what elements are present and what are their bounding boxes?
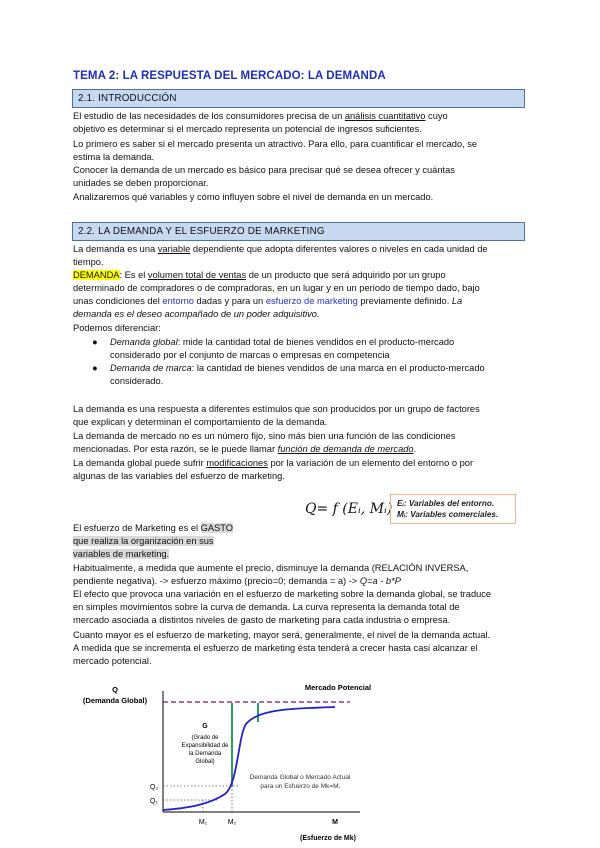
incremento-paragraph [73,642,528,668]
text-run: Lo primero es saber si el mercado presenta un atractivo. Para ello, para cuantificar el mercado, se [73,139,478,149]
demanda-definition [73,269,528,321]
text-run: unidades se deben proporcionar. [73,178,209,188]
gasto-highlight: GASTO [200,523,234,533]
text-run: Conocer la demanda de un mercado es básico para precisar qué se desea ofrecer y cuántas [73,165,455,175]
text-run: El efecto que provoca una variación en el esfuerzo de marketing sobre la demanda global, se traduce [73,589,492,599]
demand-formula: Q= f (Eᵢ, Mᵢ) [305,501,393,517]
text-run: El esfuerzo de Marketing es el [73,523,201,533]
y-axis-label-demanda: (Demanda Global) [82,696,148,705]
text-run: Demanda de marca [110,363,192,373]
intro-paragraph-2 [73,138,528,164]
g-desc-3: la Demanda [188,751,222,757]
text-run: por la variación de un elemento del entorno o por [267,458,474,468]
text-run: Demanda global [110,337,178,347]
curve-label-2: para un Esfuerzo de Mk=Mᵢ [260,783,340,790]
text-run: dadas y para un [193,296,266,306]
text-run: previamente definido. [357,296,452,306]
modificaciones-paragraph [73,457,528,483]
curve-label-1: Demanda Global o Mercado Actual [249,774,351,781]
intro-paragraph-3 [73,164,528,190]
analisis-cuantitativo-term: análisis cuantitativo [344,111,426,121]
entorno-term: entorno [162,296,194,306]
text-run: determinado de compradores o de compradoras, en un lugar y en un periodo de tiempo dado, bajo [73,283,480,293]
text-run: mercado potencial. [73,656,152,666]
g-label: G [202,723,208,730]
text-run: La demanda es una [73,244,158,254]
q2-label: Q₂ [150,784,159,791]
text-run: . [413,444,417,454]
intro-paragraph-1 [73,110,528,136]
text-run: Habitualmente, a medida que aumente el precio, disminuye la demanda (RELACIÓN INVERSA, [73,563,469,573]
text-run: de un producto que será adquirido por un grupo [246,270,446,280]
x-axis-label: (Esfuerzo de Mk) [299,835,357,842]
text-run: La [451,296,463,306]
podemos-diferenciar: Podemos diferenciar: [73,323,161,333]
bullet-demanda-global [110,336,520,362]
demanda-highlight: DEMANDA [73,270,120,280]
esfuerzo-paragraph [73,522,273,561]
text-run: El estudio de las necesidades de los consumidores precisa de un [73,111,345,121]
text-run: en simples movimientos sobre la curva de demanda. La curva representa la demanda total de [73,602,460,612]
text-run: mencionadas. Por esta razón, se le puede llamar [73,444,278,454]
cuanto-mayor-paragraph: Cuanto mayor es el esfuerzo de marketing, mayor será, generalmente, el nivel de la demanda actual. [73,630,491,640]
text-run: A medida que se incrementa el esfuerzo de marketing ésta tenderá a crecer hasta casi alcanzar el [73,643,478,653]
text-run: : la cantidad de bienes vendidos de una marca en el producto-mercado [191,363,485,373]
bullet-demanda-marca [110,362,520,388]
formula-legend [390,494,516,524]
text-run: pendiente negativa). -> esfuerzo máximo (precio=0; demanda = a) -> [73,576,360,586]
text-run: dependiente que adopta diferentes valores o niveles en cada unidad de [190,244,488,254]
funcion-paragraph [73,430,528,456]
text-run: demanda es el deseo acompañado de un poder adquisitivo. [73,309,320,319]
q1-label: Q₁ [150,798,158,805]
text-run: variables de marketing. [73,549,170,559]
funcion-demanda-term: función de demanda de mercado [277,444,414,454]
text-run: considerado. [110,376,164,386]
efecto-paragraph [73,588,528,627]
text-run: que realiza la organización en sus [73,536,214,546]
potential-label: Mercado Potencial [304,683,372,692]
g-desc-1: (Grado de [191,735,219,741]
text-run: La demanda global puede sufrir [73,458,207,468]
text-run: unas condiciones del [73,296,163,306]
esfuerzo-term: esfuerzo de marketing [265,296,358,306]
bullet-dot: ● [92,363,98,373]
bullet-dot: ● [92,337,98,347]
text-run: Q=a - b*P [359,576,401,586]
section-heading-demanda: 2.2. LA DEMANDA Y EL ESFUERZO DE MARKETING [72,222,525,241]
text-run: algunas de las variables del esfuerzo de marketing. [73,471,285,481]
m-label: M [332,819,338,826]
text-run: considerado por el conjunto de marcas o empresas en competencia [110,350,390,360]
text-run: que explican y determinan el comportamiento de la demanda. [73,417,328,427]
text-run: cuyo [425,111,448,121]
m2-label: M₂ [227,819,237,826]
g-desc-4: Global) [195,759,215,765]
variable-term: variable [157,244,191,254]
habitualmente-paragraph [73,562,528,588]
text-run: La demanda es una respuesta a diferentes estímulos que son producidos por un grupo de factores [73,404,480,414]
text-run: mercado asociada a distintos niveles de gasto de marketing para cada industria o empresa. [73,615,451,625]
page-title: TEMA 2: LA RESPUESTA DEL MERCADO: LA DEMANDA [73,70,386,82]
respuesta-paragraph [73,403,528,429]
text-run: Eᵢ: Variables del entorno. [397,499,495,508]
volumen-term: volumen total de ventas [147,270,247,280]
demand-curve [163,707,335,810]
demand-curve-diagram [60,676,480,846]
text-run: objetivo es determinar si el mercado representa un potencial de ingresos suficientes. [73,124,422,134]
modificaciones-term: modificaciones [206,458,268,468]
section-heading-introduccion: 2.1. INTRODUCCIÓN [72,89,525,108]
m1-label: M₁ [198,819,208,826]
y-axis-label-q: Q [112,685,118,694]
text-run: estima la demanda. [73,152,155,162]
text-run: : Es el [119,270,148,280]
text-run: Mᵢ: Variables comerciales. [397,510,499,519]
text-run: : mide la cantidad total de bienes vendidos en el producto-mercado [177,337,455,347]
text-run: La demanda de mercado no es un número fijo, sino más bien una función de las condiciones [73,431,456,441]
g-desc-2: Expansibilidad de [181,743,229,749]
intro-paragraph-4: Analizaremos qué variables y cómo influyen sobre el nivel de demanda en un mercado. [73,192,434,202]
text-run: tiempo. [73,257,104,267]
demanda-paragraph-1 [73,243,528,269]
